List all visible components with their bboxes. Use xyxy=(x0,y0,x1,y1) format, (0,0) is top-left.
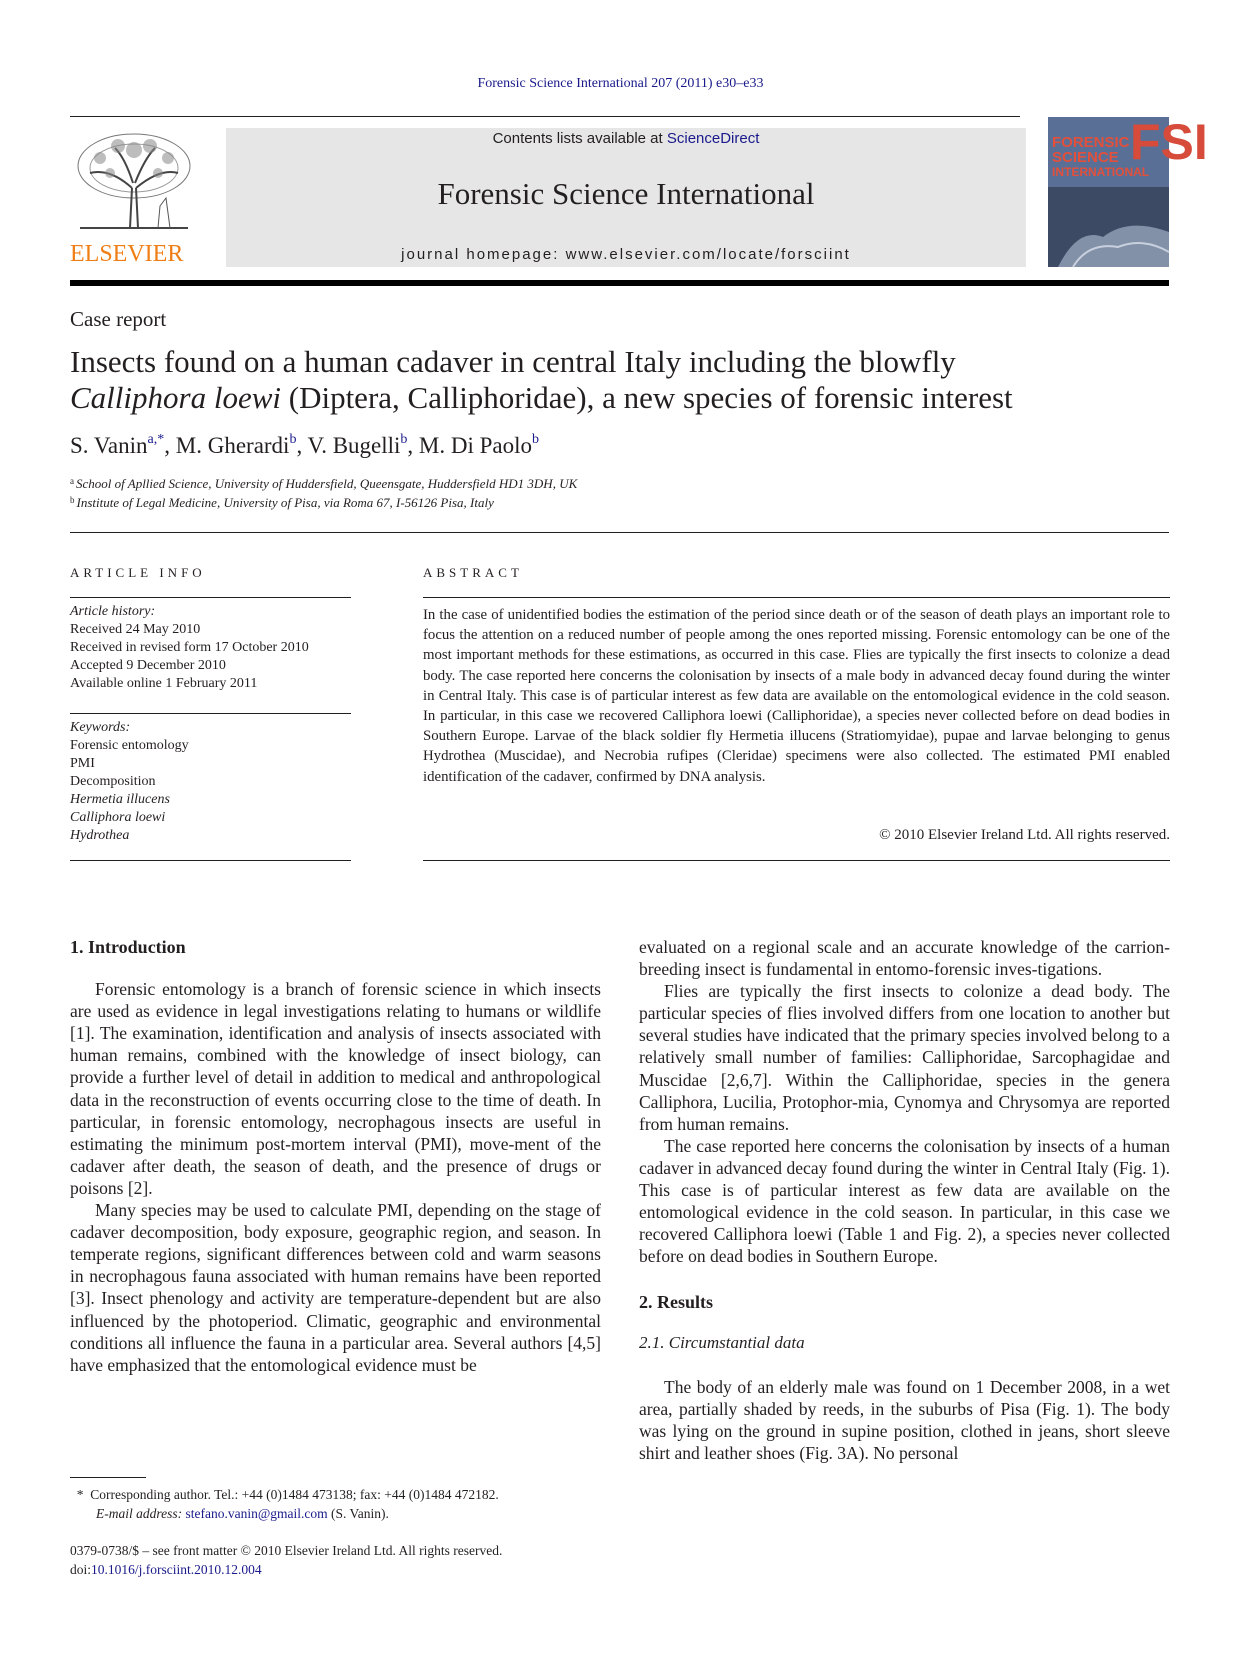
info-rule xyxy=(70,860,351,861)
footnote-star: * xyxy=(76,1487,84,1502)
article-type: Case report xyxy=(70,307,167,331)
affiliation-text: School of Apllied Science, University of Huddersfield, Queensgate, Huddersfield HD1 3DH, UK xyxy=(76,476,578,491)
author-separator: , xyxy=(296,433,308,458)
author-separator: , xyxy=(407,433,419,458)
abstract-copyright: © 2010 Elsevier Ireland Ltd. All rights reserved. xyxy=(879,827,1170,843)
paragraph: Flies are typically the first insects to colonize a dead body. The particular species of flies involved differs from one location to another but several studies have indicated that the primary species involved belong to a relatively small number of families: Calliphoridae, Sarcophagidae and Muscidae [2,6,7]. Within the Calliphoridae, species in the genera Calliphora, Lucilia, Protophor-mia, Cynomya and Chrysomya are reported from human remains. xyxy=(639,981,1170,1134)
cover-title-3: INTERNATIONAL xyxy=(1052,165,1150,179)
doi-line xyxy=(70,1560,502,1579)
email-link[interactable]: stefano.vanin@gmail.com xyxy=(185,1506,328,1521)
contents-line xyxy=(226,130,1026,147)
footnote-text: Corresponding author. Tel.: +44 (0)1484 473138; fax: +44 (0)1484 472182. xyxy=(90,1487,499,1502)
journal-homepage[interactable]: journal homepage: www.elsevier.com/locate/forsciint xyxy=(401,246,851,263)
affiliation-key: a xyxy=(70,476,74,486)
footnote-line xyxy=(70,1485,499,1504)
subsection-heading: 2.1. Circumstantial data xyxy=(639,1332,805,1352)
tree-icon xyxy=(70,128,198,238)
cover-big-letters: FSI xyxy=(1130,114,1208,170)
cover-title-1: FORENSIC xyxy=(1052,134,1130,151)
contents-prefix: Contents lists available at xyxy=(492,130,667,147)
doi-link[interactable]: 10.1016/j.forsciint.2010.12.004 xyxy=(91,1562,262,1577)
affiliation-b xyxy=(70,495,1170,511)
affiliation-text: Institute of Legal Medicine, University of Pisa, via Roma 67, I-56126 Pisa, Italy xyxy=(76,495,494,510)
abstract-rule xyxy=(423,597,1170,598)
elsevier-wordmark: ELSEVIER xyxy=(70,241,184,267)
author-sup[interactable]: b xyxy=(289,432,297,447)
header-rule xyxy=(70,116,1020,117)
author-list xyxy=(70,432,539,459)
abstract-heading: ABSTRACT xyxy=(423,565,523,580)
section-heading: 1. Introduction xyxy=(70,937,186,957)
history-item: Received in revised form 17 October 2010 xyxy=(70,640,309,655)
article-history xyxy=(70,603,309,693)
journal-name: Forensic Science International xyxy=(437,176,815,211)
paragraph: The case reported here concerns the colonisation by insects of a human cadaver in advanced decay found during the winter in Central Italy (Fig. 1). This case is of particular interest as few data are available on the entomological evidence in the cold season. In particular, in this case we recovered Calliphora loewi (Table 1 and Fig. 2), a species never collected before on dead bodies in Southern Europe. xyxy=(639,1135,1170,1267)
journal-citation[interactable]: Forensic Science International 207 (2011) e30–e33 xyxy=(477,76,764,91)
paragraph: The body of an elderly male was found on 1 December 2008, in a wet area, partially shaded by reeds, in the suburbs of Pisa (Fig. 1). The body was lying on the ground in supine position, clothed in jeans, short sleeve shirt and leather shoes (Fig. 3A). No personal xyxy=(639,1376,1170,1463)
author-name[interactable]: V. Bugelli xyxy=(307,433,401,458)
info-rule xyxy=(70,597,351,598)
header-thick-rule xyxy=(70,280,1169,286)
keyword: Hermetia illucens xyxy=(70,792,170,807)
keywords-label: Keywords: xyxy=(70,720,131,735)
article-title xyxy=(70,344,1170,416)
corresponding-footnote xyxy=(70,1485,499,1523)
history-label: Article history: xyxy=(70,604,156,619)
journal-masthead xyxy=(226,128,1026,267)
history-item: Accepted 9 December 2010 xyxy=(70,658,226,673)
article-info-heading: ARTICLE INFO xyxy=(70,565,206,580)
keyword: Hydrothea xyxy=(70,828,130,843)
author-separator: , xyxy=(164,433,176,458)
affiliation-a xyxy=(70,476,1170,492)
keyword: PMI xyxy=(70,756,95,771)
right-column xyxy=(639,936,1170,1464)
paragraph: Forensic entomology is a branch of forensic science in which insects are used as evidence in legal investigations relating to humans or wildlife [1]. The examination, identification and analysis of insects associated with human remains, combined with the knowledge of insect biology, can provide a further level of detail in addition to medical and anthropological data in the reconstruction of events occurring close to the time of death. In particular, in forensic entomology, necrophagous insects are useful in estimating the minimum post-mortem interval (PMI), move-ment of the cadaver after death, the season of death, and the presence of drugs or poisons [2]. xyxy=(70,979,601,1198)
front-matter xyxy=(70,1541,502,1579)
doi-label: doi: xyxy=(70,1562,92,1577)
keyword: Forensic entomology xyxy=(70,738,189,753)
info-rule xyxy=(70,713,351,714)
front-matter-text: 0379-0738/$ – see front matter © 2010 Elsevier Ireland Ltd. All rights reserved. xyxy=(70,1543,503,1558)
keyword: Calliphora loewi xyxy=(70,810,166,825)
paragraph: Many species may be used to calculate PMI, depending on the stage of cadaver decomposition, body exposure, geographic region, and season. In temperate regions, significant differences between cold and warm seasons in necrophagous fauna associated with human remains have been reported [3]. Insect phenology and activity are temperature-dependent but are also influenced by the photoperiod. Climatic, geographic and environmental conditions all influence the fauna in a particular area. Several authors [4,5] have emphasized that the entomological evidence must be xyxy=(70,1200,601,1375)
elsevier-logo xyxy=(70,128,198,268)
title-rest: (Diptera, Calliphoridae), a new species of forensic interest xyxy=(281,380,1013,415)
author-sup[interactable]: b xyxy=(532,432,540,447)
history-item: Received 24 May 2010 xyxy=(70,622,201,637)
abstract-text: In the case of unidentified bodies the estimation of the period since death or of the season of death plays an important role to focus the attention on a reduced number of people among the ones reported missing. Forensic entomology can be one of the most important methods for these estimations, as occurred in this case. Flies are typically the first insects to colonize a dead body. The case reported here concerns the colonisation by insects of a male body in advanced decay found during the winter in Central Italy. This case is of particular interest as few data are available on the entomological evidence in the cold season. In particular, in this case we recovered Calliphora loewi (Calliphoridae), a species never collected before on dead bodies in Southern Europe. Larvae of the black soldier fly Hermetia illucens (Stratiomyidae), pupae and larvae belonging to genus Hydrothea (Muscidae), and Necrobia rufipes (Cleridae) specimens were also collected. The estimated PMI enabled identification of the cadaver, confirmed by DNA analysis. xyxy=(423,607,1170,785)
section-heading: 2. Results xyxy=(639,1292,714,1313)
keyword: Decomposition xyxy=(70,774,156,789)
footnote-email-line xyxy=(70,1504,499,1523)
paragraph: evaluated on a regional scale and an accurate knowledge of the carrion-breeding insect is fundamental in entomo-forensic inves-tigations. xyxy=(639,937,1170,980)
title-line-2 xyxy=(70,380,1170,416)
affiliation-key: b xyxy=(70,495,75,505)
footnote-rule xyxy=(70,1477,146,1478)
cover-title-2: SCIENCE xyxy=(1052,149,1119,166)
journal-cover[interactable] xyxy=(1048,114,1208,267)
email-suffix: (S. Vanin). xyxy=(327,1506,389,1521)
author-sup[interactable]: a,* xyxy=(147,432,165,447)
title-line-1: Insects found on a human cadaver in central Italy including the blowfly xyxy=(70,344,956,379)
author-name[interactable]: M. Di Paolo xyxy=(418,433,533,458)
author-name[interactable]: M. Gherardi xyxy=(175,433,290,458)
author-sup[interactable]: b xyxy=(400,432,408,447)
author-name[interactable]: S. Vanin xyxy=(70,433,148,458)
abstract-rule xyxy=(423,860,1170,861)
keywords xyxy=(70,719,189,845)
email-label: E-mail address: xyxy=(96,1506,183,1521)
title-species: Calliphora loewi xyxy=(70,380,281,415)
history-item: Available online 1 February 2011 xyxy=(70,676,258,691)
title-rule xyxy=(70,532,1169,533)
sciencedirect-link[interactable]: ScienceDirect xyxy=(666,130,760,147)
left-column xyxy=(70,936,601,1376)
